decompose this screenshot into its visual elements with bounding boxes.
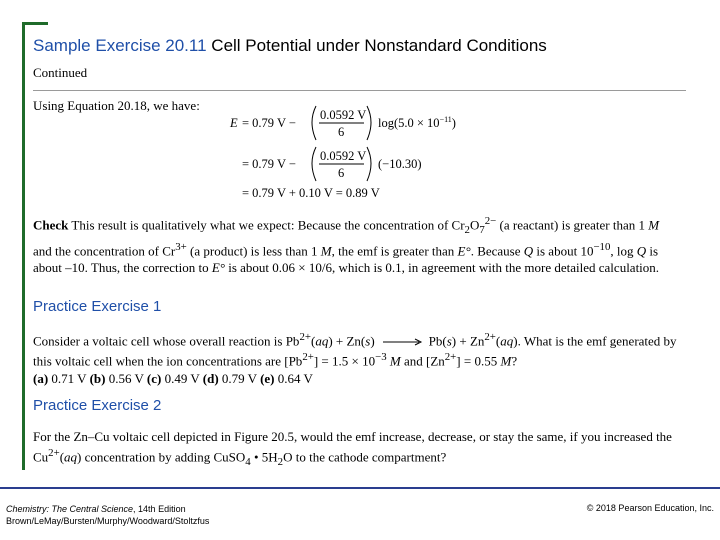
eq2-frac-num: 0.0592 V bbox=[320, 149, 367, 163]
eq2-left: = 0.79 V − bbox=[242, 157, 296, 171]
title-text: Cell Potential under Nonstandard Conditions bbox=[211, 36, 547, 55]
paren-left-2 bbox=[312, 147, 316, 181]
continued-label: Continued bbox=[33, 65, 88, 80]
footer-copyright: © 2018 Pearson Education, Inc. bbox=[586, 503, 714, 513]
frame-left-bar bbox=[22, 22, 25, 470]
option-d: (d) bbox=[202, 370, 219, 386]
emf-equations bbox=[228, 102, 468, 198]
option-c: (c) bbox=[146, 370, 162, 386]
frame-top-bar bbox=[22, 22, 48, 25]
eq3: = 0.79 V + 0.10 V = 0.89 V bbox=[242, 186, 380, 198]
eq1-frac-den: 6 bbox=[338, 125, 345, 139]
divider bbox=[33, 90, 686, 91]
eq-lhs: E bbox=[230, 116, 238, 130]
intro-text: Using Equation 20.18, we have: bbox=[33, 98, 200, 113]
slide-title bbox=[33, 36, 547, 56]
eq2-right: (−10.30) bbox=[378, 157, 422, 171]
reaction-arrow-icon bbox=[381, 337, 423, 347]
option-a: (a) bbox=[33, 370, 49, 386]
check-paragraph: Check This result is qualitatively what we expect: Because the concentration of $Cr_2O_7^{2-}$ (a reactant) is greater than 1 M and the concentration of $Cr^{3+}$ (a product) is less than 1 M, the emf is greater than E°. Because Q is about $10^{-10}$, log Q is about –10. Thus, the correction to E° is about 0.06 × 10/6, which is 0.1, in agreement with the more detailed calculation. bbox=[33, 215, 660, 276]
practice-1-heading: Practice Exercise 1 bbox=[33, 298, 162, 315]
option-e: (e) bbox=[260, 370, 275, 386]
practice-2-text: For the Zn–Cu voltaic cell depicted in Figure 20.5, would the emf increase, decrease, or stay the same, if you increased the $Cu^{2+}(aq)$ concentration by adding CuSO$_4$ • $5H_2O$ to the cathode compartment? bbox=[33, 429, 672, 468]
eq1-frac-num: 0.0592 V bbox=[320, 108, 367, 122]
practice-2-heading: Practice Exercise 2 bbox=[33, 397, 162, 414]
title-prefix: Sample Exercise 20.11 bbox=[33, 36, 207, 55]
eq2-frac-den: 6 bbox=[338, 166, 345, 180]
paren-right-2 bbox=[367, 147, 371, 181]
eq1-log: $\log(5.0 \times 10^{-11})$ bbox=[378, 115, 456, 130]
footer-citation: Chemistry: The Central Science, 14th Edition Brown/LeMay/Bursten/Murphy/Woodward/Stoltzfus bbox=[6, 504, 210, 526]
footer-divider bbox=[0, 487, 720, 489]
option-b: (b) bbox=[89, 370, 106, 386]
paren-left bbox=[312, 106, 316, 140]
eq1-left: = 0.79 V − bbox=[242, 116, 296, 130]
practice-1-text: Consider a voltaic cell whose overall reaction is $Pb^{2+}(aq) + Zn(s) Pb(s) + Zn^{2+}(aq)$. What is the emf generated by this voltaic cell when the ion concentrations are $[Pb^{2+}] = 1.5 \times 10^{-3}$ M and $[Zn^{2+}] = 0.55$ M? (a) 0.71 V (b) 0.56 V (c) 0.49 V (d) 0.79 V (e) 0.64 V bbox=[33, 331, 677, 386]
paren-right bbox=[367, 106, 371, 140]
